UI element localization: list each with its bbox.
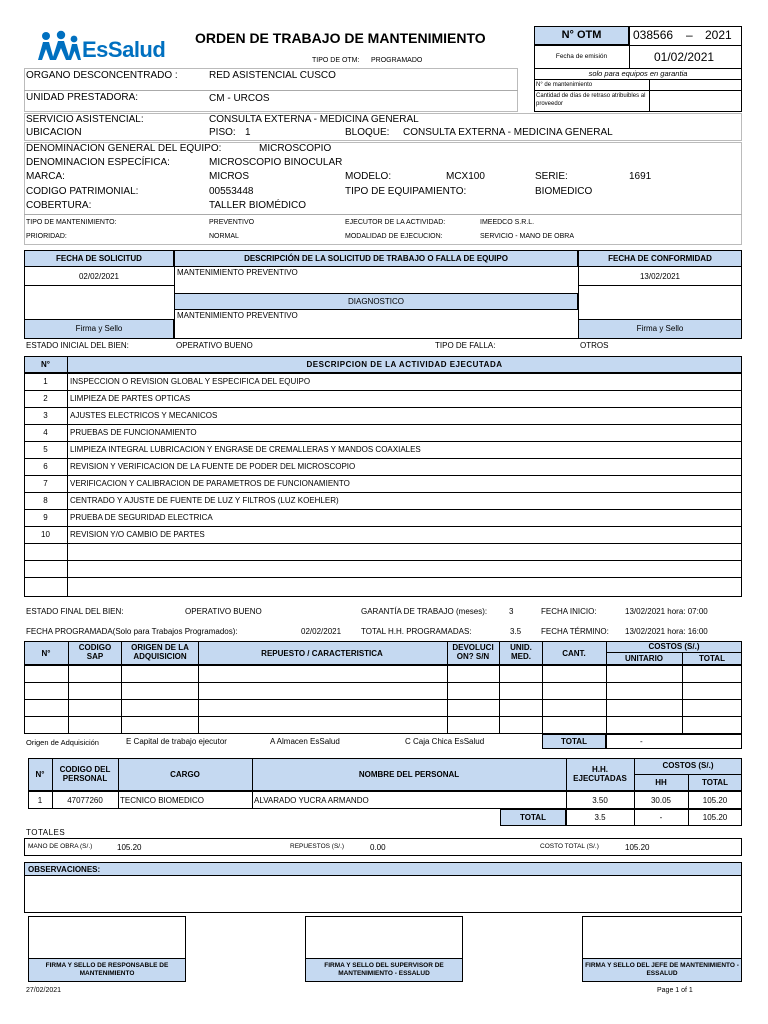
estado-inicial-label: ESTADO INICIAL DEL BIEN: <box>26 341 129 350</box>
family-icon <box>34 30 84 64</box>
per-hh-header: H.H. EJECUTADAS <box>573 765 627 783</box>
ejecutor-label: EJECUTOR DE LA ACTIVIDAD: <box>345 219 446 226</box>
serie-label: SERIE: <box>535 171 568 182</box>
modalidad-label: MODALIDAD DE EJECUCION: <box>345 233 443 240</box>
fecha-termino-value: 13/02/2021 hora: 16:00 <box>625 627 708 636</box>
actividad-row-number: 6 <box>43 462 48 471</box>
per-row-cargo: TECNICO BIOMEDICO <box>120 796 205 805</box>
essalud-logo <box>34 30 170 64</box>
per-costos-header: COSTOS (S/.) <box>662 761 714 770</box>
otm-label: N° OTM <box>561 29 602 41</box>
page-title: ORDEN DE TRABAJO DE MANTENIMIENTO <box>195 30 486 46</box>
costo-total-value: 105.20 <box>625 843 650 852</box>
per-n-header: N° <box>35 770 45 779</box>
fecha-solicitud: 02/02/2021 <box>78 272 120 281</box>
actividad-row-number: 4 <box>43 428 48 437</box>
den-gen-label: DENOMINACION GENERAL DEL EQUIPO: <box>26 143 222 154</box>
rep-total-value: - <box>640 737 643 746</box>
per-row-total: 105.20 <box>702 796 728 805</box>
modelo-label: MODELO: <box>345 171 392 182</box>
total-hh-prog-value: 3.5 <box>510 627 522 636</box>
costo-total-label: COSTO TOTAL (S/.) <box>540 843 599 850</box>
fecha-emision-label: Fecha de emisión <box>555 53 608 60</box>
unidad-label: UNIDAD PRESTADORA: <box>26 92 139 103</box>
per-row-nombre: ALVARADO YUCRA ARMANDO <box>254 796 369 805</box>
actividad-row-number: 5 <box>43 445 48 454</box>
per-cod-header: CODIGO DEL PERSONAL <box>59 765 111 783</box>
mano-obra-value: 105.20 <box>117 843 142 852</box>
diagnostico-label: DIAGNOSTICO <box>347 297 404 306</box>
modalidad-value: SERVICIO - MANO DE OBRA <box>480 233 574 240</box>
otm-number: 038566 <box>633 28 674 42</box>
piso-label: PISO: <box>209 127 236 138</box>
per-row-hh: 3.50 <box>592 796 608 805</box>
observaciones-label: OBSERVACIONES: <box>28 865 101 874</box>
actividad-row-number: 9 <box>43 513 48 522</box>
diagnostico: MANTENIMIENTO PREVENTIVO <box>177 311 298 320</box>
cod-pat-value: 00553448 <box>209 186 254 197</box>
tipo-mant-value: PREVENTIVO <box>209 219 255 226</box>
actividad-row-desc: AJUSTES ELECTRICOS Y MECANICOS <box>70 411 218 420</box>
organo-value: RED ASISTENCIAL CUSCO <box>209 70 336 81</box>
ejecutor-value: IMEEDCO S.R.L. <box>480 219 535 226</box>
rep-total-label: TOTAL <box>561 737 587 746</box>
logo-text: EsSalud <box>82 37 166 62</box>
tipo-eq-label: TIPO DE EQUIPAMIENTO: <box>345 186 467 197</box>
fecha-inicio-value: 13/02/2021 hora: 07:00 <box>625 607 708 616</box>
actividad-row-desc: LIMPIEZA DE PARTES OPTICAS <box>70 394 191 403</box>
tipo-mant-label: TIPO DE MANTENIMIENTO: <box>26 219 117 226</box>
repuestos-total-label: REPUESTOS (S/.) <box>290 843 345 850</box>
rep-origen-header: ORIGEN DE LA ADQUISICION <box>131 643 189 661</box>
firma-responsable-label: FIRMA Y SELLO DE RESPONSABLE DE MANTENIMIENTO <box>45 962 169 977</box>
firma-sello-1: Firma y Sello <box>75 324 123 333</box>
actividad-row-desc: REVISION Y VERIFICACION DE LA FUENTE DE PODER DEL MICROSCOPIO <box>70 462 356 471</box>
actividad-header: DESCRIPCION DE LA ACTIVIDAD EJECUTADA <box>306 360 503 369</box>
tipo-otm-value: PROGRAMADO <box>371 57 423 64</box>
n-mant-label: N° de mantenimiento <box>536 82 593 88</box>
servicio-label: SERVICIO ASISTENCIAL: <box>26 114 144 125</box>
actividad-row-number: 1 <box>43 377 48 386</box>
actividad-row-number: 10 <box>41 530 50 539</box>
actividad-row-desc: PRUEBA DE SEGURIDAD ELECTRICA <box>70 513 213 522</box>
actividad-row-desc: REVISION Y/O CAMBIO DE PARTES <box>70 530 205 539</box>
per-total-total: 105.20 <box>702 813 728 822</box>
rep-cant-header: CANT. <box>562 649 586 658</box>
tipo-falla-value: OTROS <box>580 341 609 350</box>
per-total-label: TOTAL <box>520 813 546 822</box>
garantia-value: 3 <box>509 607 514 616</box>
fecha-conf-label: FECHA DE CONFORMIDAD <box>608 254 712 263</box>
per-cargo-header: CARGO <box>170 770 200 779</box>
unidad-value: CM - URCOS <box>209 93 270 104</box>
per-total-costo: - <box>659 813 663 822</box>
actividad-row-desc: VERIFICACION Y CALIBRACION DE PARAMETROS DE FUNCIONAMIENTO <box>70 479 350 488</box>
cobertura-label: COBERTURA: <box>26 200 92 211</box>
actividad-row-number: 8 <box>43 496 48 505</box>
garantia-note: solo para equipos en garantia <box>588 69 688 78</box>
organo-label: ORGANO DESCONCENTRADO : <box>26 70 178 81</box>
estado-inicial-value: OPERATIVO BUENO <box>176 341 253 350</box>
fecha-inicio-label: FECHA INICIO: <box>541 607 597 616</box>
fecha-prog-value: 02/02/2021 <box>301 627 342 636</box>
actividad-row-number: 7 <box>43 479 48 488</box>
rep-n-header: N° <box>41 649 51 658</box>
origen-label: Origen de Adquisición <box>26 738 99 747</box>
footer-page: Page 1 of 1 <box>657 987 693 994</box>
total-hh-prog-label: TOTAL H.H. PROGRAMADAS: <box>361 627 472 636</box>
origen-opt-a: A Almacen EsSalud <box>270 737 340 746</box>
marca-value: MICROS <box>209 171 249 182</box>
per-row-n: 1 <box>37 796 43 805</box>
totales-label: TOTALES <box>26 828 66 837</box>
modelo-value: MCX100 <box>446 171 485 182</box>
marca-label: MARCA: <box>26 171 65 182</box>
cod-pat-label: CODIGO PATRIMONIAL: <box>26 186 139 197</box>
actividad-row-desc: CENTRADO Y AJUSTE DE FUENTE DE LUZ Y FILTROS (LUZ KOEHLER) <box>70 496 339 505</box>
actividad-row-desc: LIMPIEZA INTEGRAL LUBRICACION Y ENGRASE DE CREMALLERAS Y MANDOS COAXIALES <box>70 445 421 454</box>
cobertura-value: TALLER BIOMÉDICO <box>209 200 307 211</box>
firma-supervisor-label: FIRMA Y SELLO DEL SUPERVISOR DE MANTENIMIENTO - ESSALUD <box>324 962 444 977</box>
fecha-emision: 01/02/2021 <box>654 50 715 64</box>
actividad-n-header: N° <box>41 360 50 369</box>
otm-year: 2021 <box>705 28 732 42</box>
per-row-costo: 30.05 <box>650 796 672 805</box>
fecha-prog-label: FECHA PROGRAMADA(Solo para Trabajos Programados): <box>26 627 238 636</box>
rep-unid-header: UNID. MED. <box>510 643 532 661</box>
tipo-eq-value: BIOMEDICO <box>535 186 593 197</box>
desc-solicitud-label: DESCRIPCIÓN DE LA SOLICITUD DE TRABAJO O FALLA DE EQUIPO <box>244 254 508 263</box>
rep-repuesto-header: REPUESTO / CARACTERISTICA <box>261 649 383 658</box>
tipo-otm-label: TIPO DE OTM: <box>312 57 360 64</box>
actividad-row-number: 2 <box>43 394 48 403</box>
estado-final-label: ESTADO FINAL DEL BIEN: <box>26 607 124 616</box>
bloque-value: CONSULTA EXTERNA - MEDICINA GENERAL <box>403 127 613 138</box>
rep-unitario-header: UNITARIO <box>624 654 664 663</box>
fecha-conf: 13/02/2021 <box>639 272 681 281</box>
per-row-cod: 47077260 <box>67 796 103 805</box>
rep-dev-header: DEVOLUCI ON? S/N <box>452 643 494 661</box>
mano-obra-label: MANO DE OBRA (S/.) <box>28 843 93 850</box>
bloque-label: BLOQUE: <box>345 127 390 138</box>
per-hh2-header: HH <box>655 778 667 787</box>
ubicacion-label: UBICACION <box>26 127 82 138</box>
otm-dash: – <box>686 28 693 42</box>
rep-costos-header: COSTOS (S/.) <box>648 642 700 651</box>
firma-jefe-label: FIRMA Y SELLO DEL JEFE DE MANTENIMIENTO - ESSALUD <box>585 962 739 977</box>
prioridad-label: PRIORIDAD: <box>26 233 67 240</box>
rep-total-header: TOTAL <box>699 654 725 663</box>
desc-solicitud: MANTENIMIENTO PREVENTIVO <box>177 268 298 277</box>
firma-sello-2: Firma y Sello <box>636 324 684 333</box>
rep-sap-header: CODIGO SAP <box>78 643 112 661</box>
den-gen-value: MICROSCOPIO <box>259 143 332 154</box>
servicio-value: CONSULTA EXTERNA - MEDICINA GENERAL <box>209 114 419 125</box>
serie-value: 1691 <box>629 171 652 182</box>
den-esp-value: MICROSCOPIO BINOCULAR <box>209 157 343 168</box>
actividad-row-desc: INSPECCION O REVISION GLOBAL Y ESPECIFICA DEL EQUIPO <box>70 377 311 386</box>
origen-opt-c: C Caja Chica EsSalud <box>405 737 485 746</box>
repuestos-total-value: 0.00 <box>370 843 386 852</box>
estado-final-value: OPERATIVO BUENO <box>185 607 262 616</box>
fecha-solicitud-label: FECHA DE SOLICITUD <box>56 254 142 263</box>
actividad-row-number: 3 <box>43 411 48 420</box>
per-total-hh: 3.5 <box>594 813 606 822</box>
den-esp-label: DENOMINACION ESPECÍFICA: <box>26 157 170 168</box>
garantia-label: GARANTÍA DE TRABAJO (meses): <box>361 607 488 616</box>
prioridad-value: NORMAL <box>209 233 239 240</box>
piso-value: 1 <box>245 127 251 138</box>
tipo-falla-label: TIPO DE FALLA: <box>435 341 496 350</box>
actividad-row-desc: PRUEBAS DE FUNCIONAMIENTO <box>70 428 197 437</box>
fecha-termino-label: FECHA TÉRMINO: <box>541 627 609 636</box>
dias-retraso-label: Cantidad de días de retraso atribuibles al proveedor <box>536 93 646 107</box>
origen-opt-e: E Capital de trabajo ejecutor <box>126 737 227 746</box>
per-nombre-header: NOMBRE DEL PERSONAL <box>358 770 460 779</box>
footer-date: 27/02/2021 <box>26 987 62 994</box>
per-total-header: TOTAL <box>702 778 728 787</box>
